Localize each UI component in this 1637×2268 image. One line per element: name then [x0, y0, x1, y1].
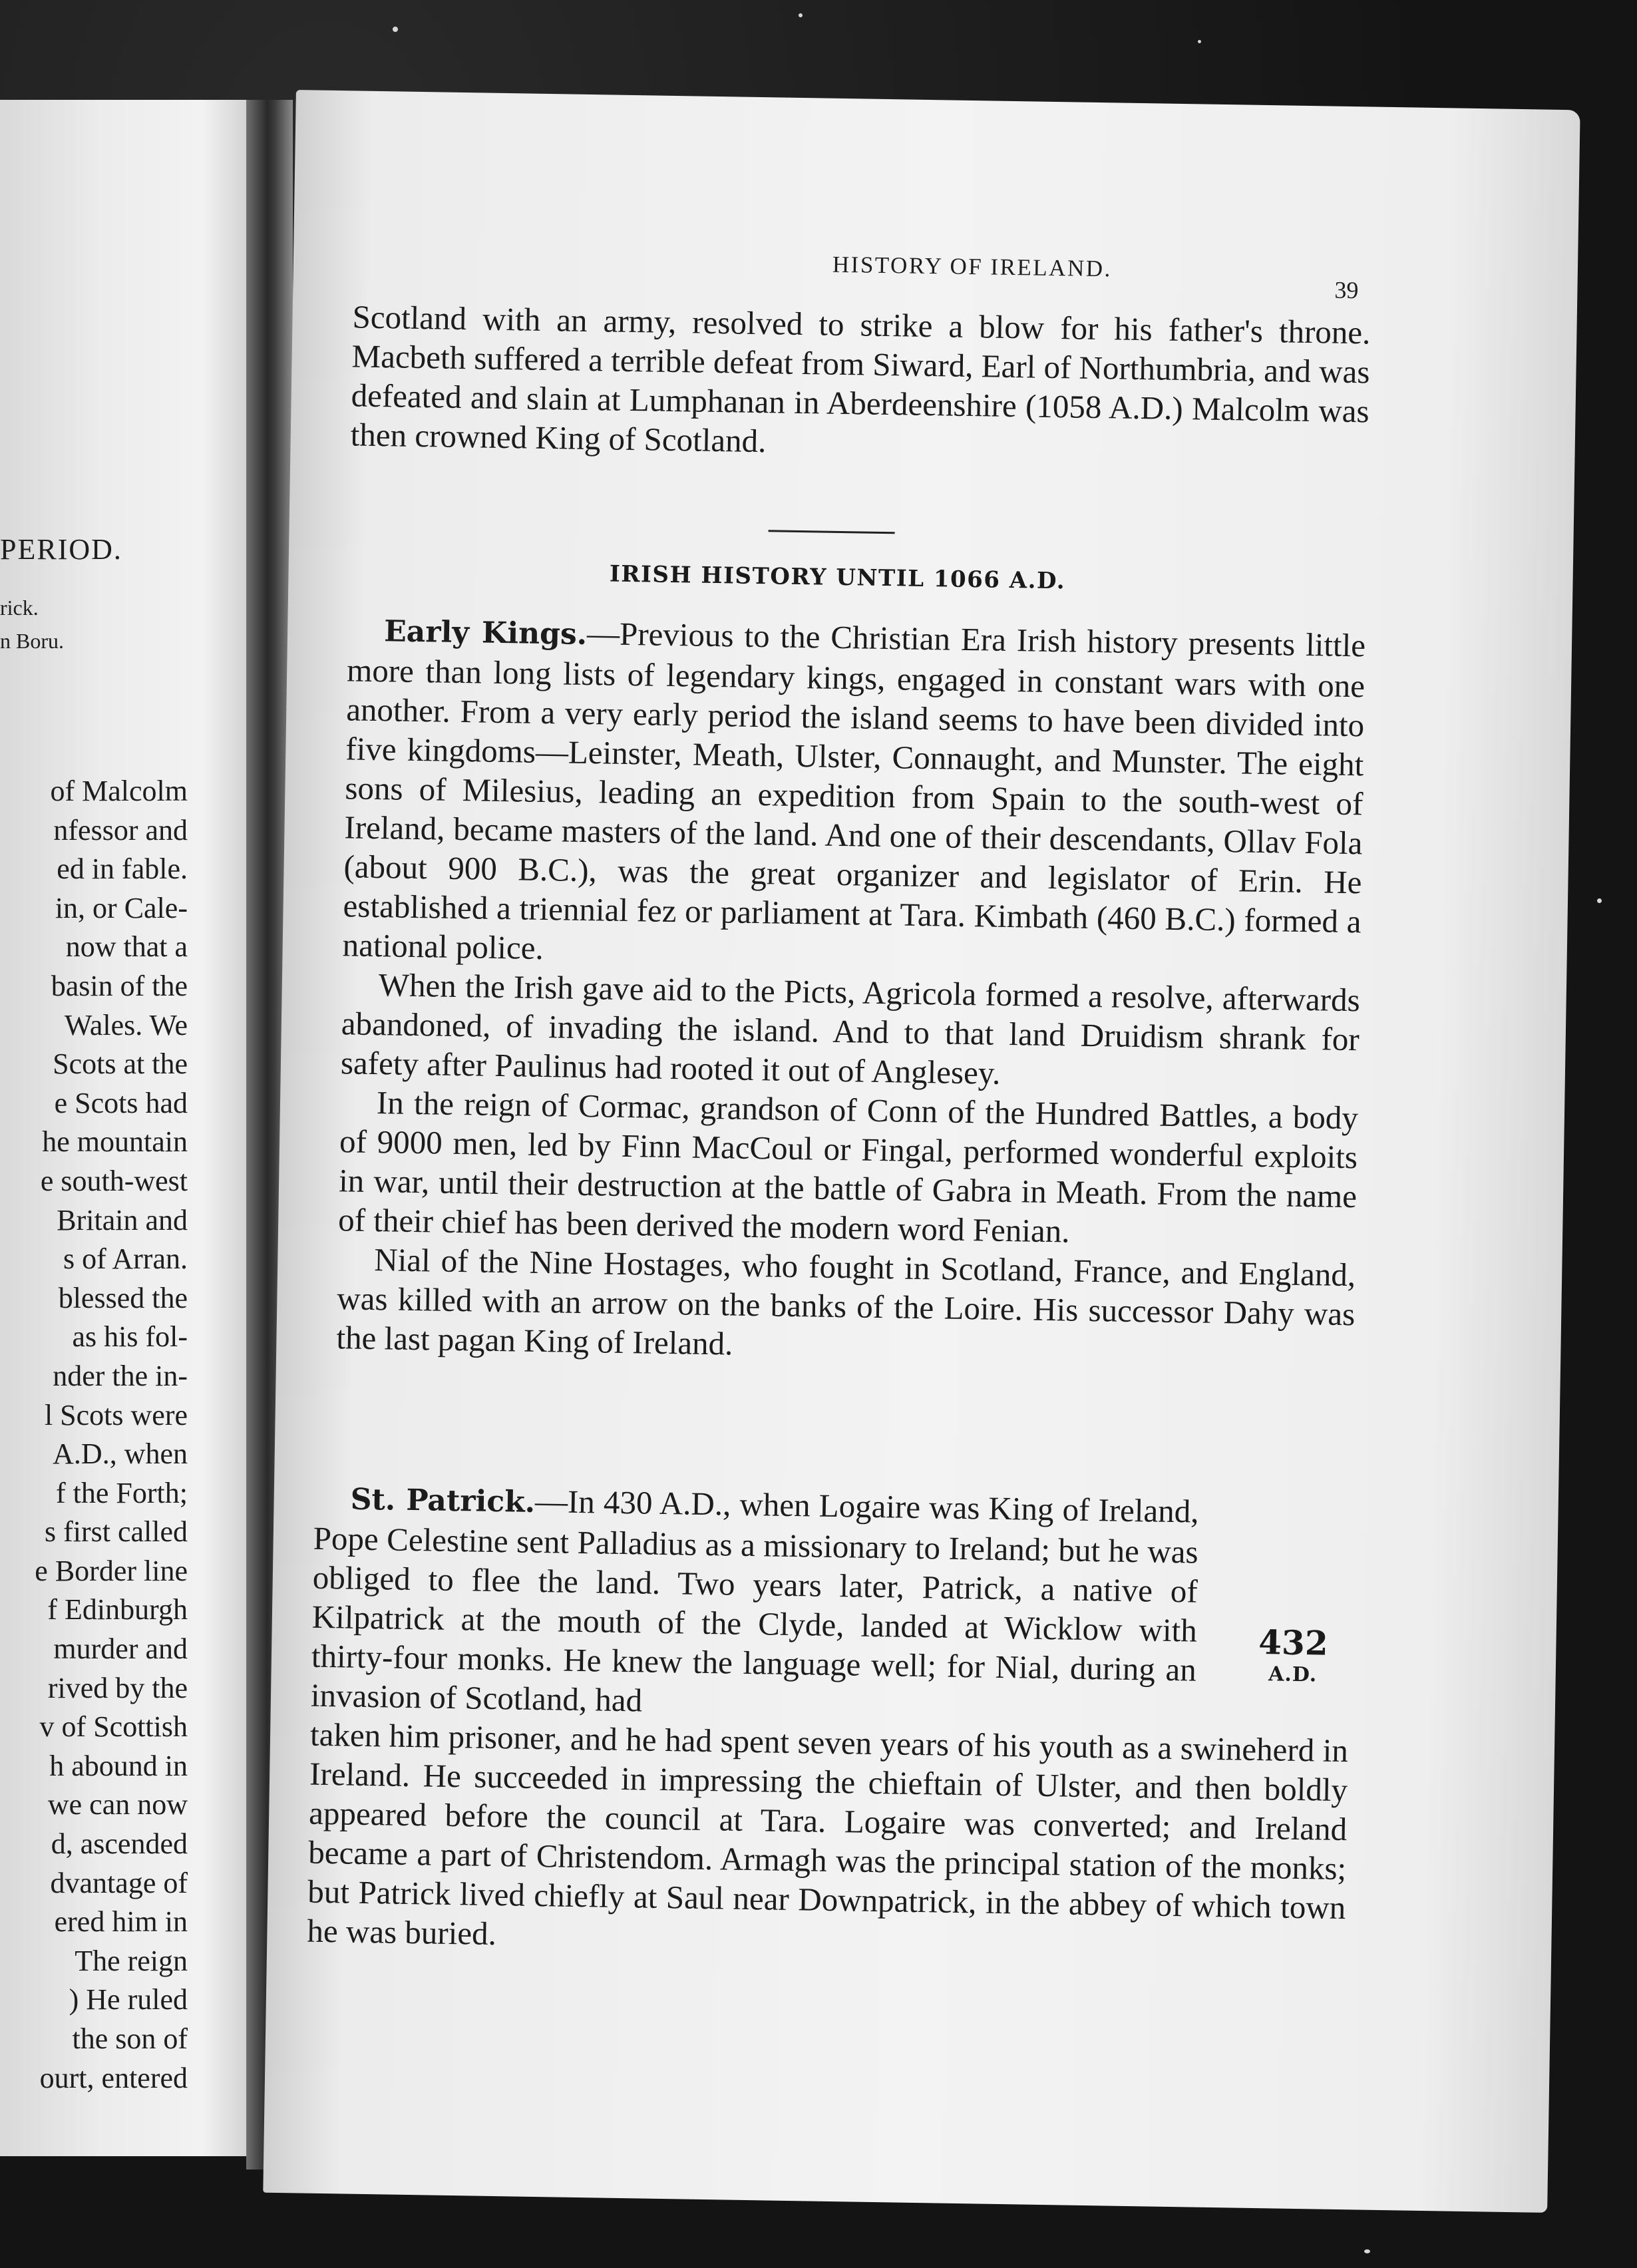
left-page-line: The reign [75, 1944, 188, 1977]
left-page-line: as his fol- [72, 1320, 188, 1354]
left-page-line: ourt, entered [39, 2061, 188, 2094]
left-page-subline: n Boru. [0, 629, 64, 653]
page-number: 39 [1334, 276, 1359, 304]
main-text [336, 610, 1365, 1373]
st-patrick-paragraph-start [311, 1478, 1199, 1729]
section-heading: IRISH HISTORY UNTIL 1066 A.D. [609, 560, 1066, 595]
section-divider [769, 530, 895, 534]
margin-date-era: A.D. [1268, 1662, 1318, 1687]
left-page-line: h abound in [49, 1749, 188, 1782]
left-page-line: Wales. We [64, 1008, 188, 1041]
left-page-line: d, ascended [51, 1827, 188, 1861]
left-page-line: in, or Cale- [55, 891, 188, 924]
left-page-line: ered him in [54, 1905, 188, 1939]
left-page-line: basin of the [51, 969, 188, 1002]
left-page-line: f Edinburgh [47, 1593, 188, 1626]
left-page-subline: rick. [0, 596, 39, 620]
dust-speck [393, 27, 398, 32]
left-page-line: s of Arran. [63, 1242, 188, 1276]
left-page-line: e Border line [35, 1554, 188, 1587]
left-page-line: A.D., when [53, 1437, 188, 1471]
left-page-line: rived by the [47, 1671, 188, 1704]
dust-speck [1198, 40, 1201, 43]
left-page-heading: PERIOD. [0, 533, 122, 566]
st-patrick-heading: St. Patrick. [350, 1482, 536, 1519]
left-page-line: e Scots had [54, 1086, 188, 1119]
left-page-text [0, 772, 188, 2098]
left-page-line: Britain and [57, 1203, 188, 1236]
left-page-line: blessed the [58, 1281, 188, 1314]
left-page-line: f the Forth; [56, 1476, 188, 1509]
dust-speck [799, 13, 803, 17]
st-patrick-text-1: —In 430 A.D., when Logaire was King of Ireland, Pope Celestine sent Palladius as a missionary to Ireland; but he was obliged to flee the land. Two years later, Patrick, a native of Kilpatrick at the mouth of the Clyde, landed at Wicklow with thirty-four monks. He knew the language well; for Nial, during an invasion of Scotland, had [310, 1482, 1199, 1719]
left-page-line: ed in fable. [57, 852, 188, 886]
left-page-line: s first called [44, 1515, 188, 1549]
left-page-line: Scots at the [53, 1047, 188, 1081]
dust-speck [1597, 898, 1602, 903]
dust-speck [1364, 2249, 1370, 2253]
st-patrick-section [307, 1478, 1352, 1967]
st-patrick-text-2: taken him prisoner, and he had spent seven years of his youth as a swineherd in Ireland. He succeeded in impressing the chieftain of Ulster, and then boldly appeared before the council at Tara. Logaire was converted; and Ireland became a part of Christendom. Armagh was the principal station of the monks; but Patrick lived chiefly at Saul near Downpatrick, in the abbey of which town he was buried. [307, 1716, 1349, 1953]
margin-date-year: 432 [1258, 1622, 1329, 1663]
early-kings-text: —Previous to the Christian Era Irish history presents little more than long lists of legendary kings, engaged in constant wars with one another. From a very early period the island seems to have been divided into five kingdoms—Leinster, Meath, Ulster, Connaught, and Munster. The eight sons of Milesius, leading an expedition from Spain to the south-west of Ireland, became masters of the land. And one of their descendants, Ollav Fola (about 900 B.C.), was the great organizer and legislator of Erin. He established a triennial fez or parliament at Tara. Kimbath (460 B.C.) formed a national police. [342, 615, 1366, 967]
left-page-line: murder and [53, 1632, 188, 1666]
opening-paragraph-text: Scotland with an army, resolved to strike a blow for his father's throne. Macbeth suffered a terrible defeat from Siward, Earl of Northumbria, and was defeated and slain at Lumphanan in Aberdeenshire (1058 A.D.) Malcolm was then crowned King of Scotland. [350, 298, 1371, 460]
picts-paragraph: When the Irish gave aid to the Picts, Agricola formed a resolve, afterwards abandoned, of invading the island. And to that land Druidism shrank for safety after Paulinus had rooted it out of Anglesey. [340, 966, 1361, 1091]
right-page [263, 90, 1580, 2213]
margin-date-note [1242, 1622, 1343, 1687]
left-page-line: the son of [72, 2022, 188, 2055]
left-page-line: nfessor and [53, 813, 188, 847]
left-page-line: of Malcolm [50, 775, 188, 807]
opening-paragraph [350, 297, 1371, 470]
early-kings-heading: Early Kings. [383, 614, 588, 652]
left-page-line: dvantage of [50, 1866, 188, 1899]
cormac-paragraph: In the reign of Cormac, grandson of Conn of the Hundred Battles, a body of 9000 men, led by Finn MacCoul or Fingal, performed wonderful exploits in war, until their destruction at the battle of Gabra in Meath. From the name of their chief has been derived the modern word Fenian. [337, 1084, 1359, 1250]
running-head: HISTORY OF IRELAND. [832, 251, 1113, 282]
left-page-line: now that a [65, 930, 188, 964]
nial-paragraph: Nial of the Nine Hostages, who fought in Scotland, France, and England, was killed with an arrow on the banks of the Loire. His successor Dahy was the last pagan King of Ireland. [336, 1241, 1356, 1362]
left-page-line: nder the in- [53, 1359, 188, 1392]
left-page-line: e south-west [40, 1164, 188, 1197]
left-page-line: he mountain [42, 1125, 188, 1159]
left-page [0, 100, 253, 2156]
left-page-line: l Scots were [44, 1398, 188, 1431]
left-page-line: v of Scottish [39, 1710, 188, 1744]
early-kings-paragraph [342, 610, 1365, 980]
left-page-line: we can now [47, 1788, 188, 1821]
left-page-line: ) He ruled [69, 1983, 188, 2016]
